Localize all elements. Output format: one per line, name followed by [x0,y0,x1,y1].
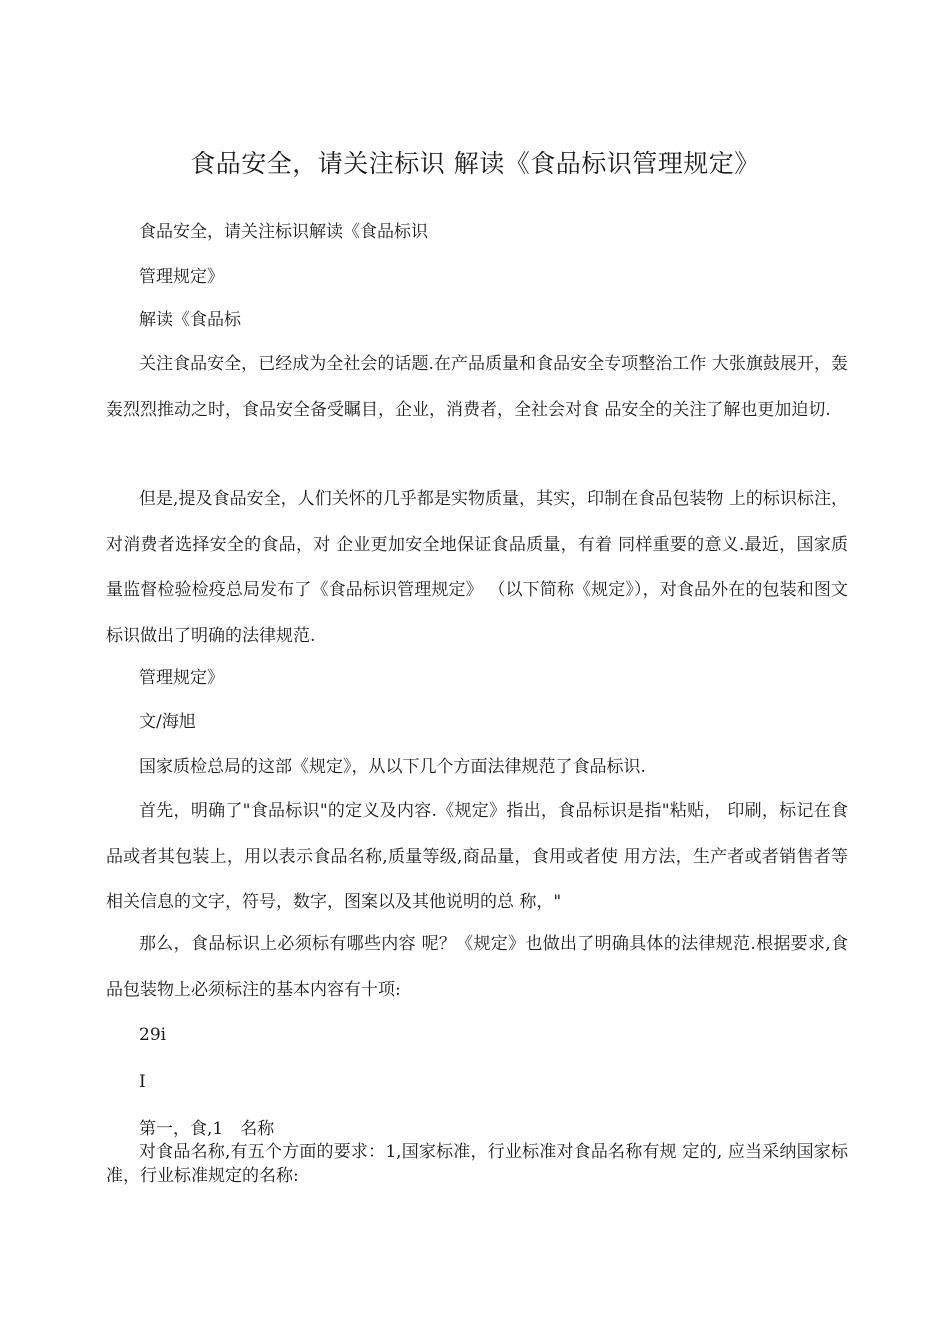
paragraph-9: 那么，食品标识上必须标有哪些内容 呢？《规定》也做出了明确具体的法律规范.根据要求,食品包装物上必须标注的基本内容有十项: [106,934,848,1000]
paragraph-5: 但是,提及食品安全，人们关怀的几乎都是实物质量，其实，印制在食品包装物 上的标识标注，对消费者选择安全的食品，对 企业更加安全地保证食品质量，有着 同样重要的意义.最近，国家质量监督检验检疫总局发布了《食品标识管理规定》 （以下简称《规定》），对食品外在的包装和图文标识做出了明确的法律规范. [106,489,848,646]
paragraph-1: 食品安全，请关注标识解读《食品标识 [139,222,428,242]
paragraph-4: 关注食品安全，已经成为全社会的话题.在产品质量和食品安全专项整治工作 大张旗鼓展开，轰轰烈烈推动之时，食品安全备受瞩目，企业，消费者，全社会对食 品安全的关注了解也更加迫切. [106,354,848,420]
document-title: 食品安全，请关注标识 解读《食品标识管理规定》 [190,149,760,178]
paragraph-10: 对食品名称,有五个方面的要求：1,国家标准，行业标准对食品名称有规 定的, 应当采纳国家标准，行业标准规定的名称: [106,1142,848,1186]
page-mark: 29i [139,1025,167,1045]
author-line: 文/海旭 [139,712,196,732]
paragraph-7: 国家质检总局的这部《规定》，从以下几个方面法律规范了食品标识. [139,757,646,777]
paragraph-6: 管理规定》 [139,668,224,688]
section-heading: 第一，食,1 名称 [139,1119,275,1139]
roman-mark: I [139,1072,146,1092]
paragraph-3: 解读《食品标 [139,310,241,330]
paragraph-8: 首先，明确了"食品标识"的定义及内容.《规定》指出，食品标识是指"粘贴， 印刷，标记在食品或者其包装上，用以表示食品名称,质量等级,商品量，食用或者使 用方法，生产者或者销售者等相关信息的文字，符号，数字，图案以及其他说明的总 称，" [106,801,848,912]
paragraph-2: 管理规定》 [139,267,224,287]
